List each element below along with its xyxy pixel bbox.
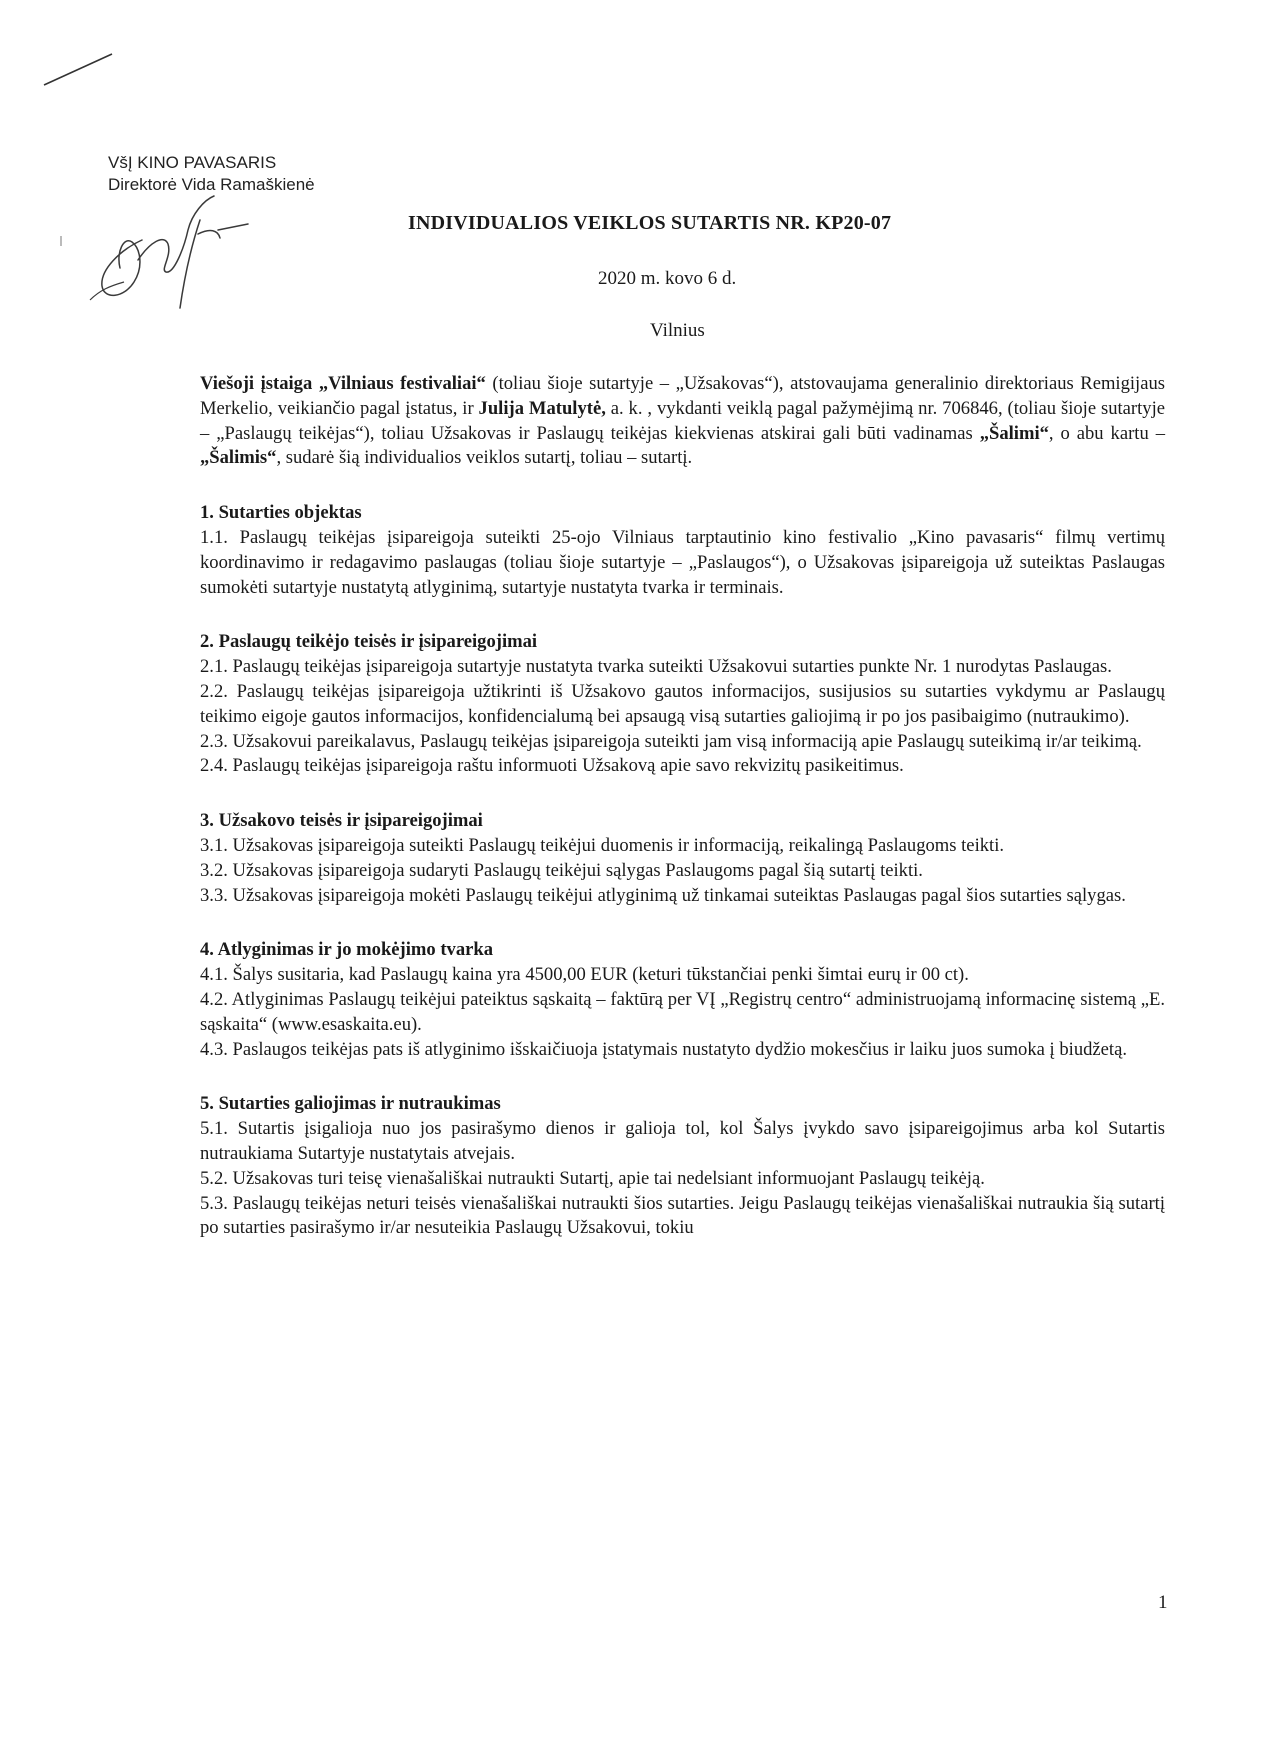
clause-2-3: 2.3. Užsakovui pareikalavus, Paslaugų teikėjas įsipareigoja suteikti jam visą informaciją apie Paslaugų suteikimą ir/ar teikimą. <box>200 730 1142 752</box>
intro-text-3: , o abu kartu – <box>1048 422 1166 444</box>
clause-5-1: 5.1. Sutartis įsigalioja nuo jos pasirašymo dienos ir galioja tol, kol Šalys įvykdo savo įsipareigojimus arba kol Sutartis nutraukiama Sutartyje nustatytais atvejais. <box>200 1118 1165 1164</box>
clause-3-2: 3.2. Užsakovas įsipareigoja sudaryti Paslaugų teikėjui sąlygas Paslaugoms pagal šią sutartį teikti. <box>200 859 923 881</box>
section-heading: 3. Užsakovo teisės ir įsipareigojimai <box>200 810 483 832</box>
section-4 <box>200 938 1165 1062</box>
section-2 <box>200 630 1165 779</box>
handwritten-signature <box>80 190 280 320</box>
clause-3-1: 3.1. Užsakovas įsipareigoja suteikti Paslaugų teikėjui duomenis ir informaciją, reikalingą Paslaugoms teikti. <box>200 834 1005 856</box>
section-5 <box>200 1092 1165 1241</box>
clause-2-4: 2.4. Paslaugų teikėjas įsipareigoja raštu informuoti Užsakovą apie savo rekvizitų pasikeitimus. <box>200 755 904 777</box>
term-salimis: „Šalimis“ <box>200 447 277 469</box>
clause-3-3: 3.3. Užsakovas įsipareigoja mokėti Paslaugų teikėjui atlyginimą už tinkamai suteiktas Paslaugas pagal šios sutarties sąlygas. <box>200 884 1126 906</box>
clause-4-1: 4.1. Šalys susitaria, kad Paslaugų kaina yra 4500,00 EUR (keturi tūkstančiai penki šimtai eurų ir 00 ct). <box>200 964 969 986</box>
pen-stroke-mark <box>40 50 120 90</box>
clause-2-1: 2.1. Paslaugų teikėjas įsipareigoja sutartyje nustatyta tvarka suteikti Užsakovui sutarties punkte Nr. 1 nurodytas Paslaugas. <box>200 656 1112 678</box>
clause-4-3: 4.3. Paslaugos teikėjas pats iš atlyginimo išskaičiuoja įstatymais nustatyto dydžio mokesčius ir laiku juos sumoka į biudžetą. <box>200 1038 1127 1060</box>
clause-1-1: 1.1. Paslaugų teikėjas įsipareigoja suteikti 25-ojo Vilniaus tarptautinio kino festivalio „Kino pavasaris“ filmų vertimų koordinavimo ir redagavimo paslaugas (toliau šioje sutartyje – „Paslaugos“), o Užsakovas įsipareigoja už suteiktas Paslaugas sumokėti sutartyje nustatytą atlyginimą, sutartyje nustatyta tvarka ir terminais. <box>200 526 1165 598</box>
clause-4-2: 4.2. Atlyginimas Paslaugų teikėjui pateiktus sąskaitą – faktūrą per VĮ „Registrų centro“ administruojamą informacinę sistemą „E. sąskaita“ (www.esaskaita.eu). <box>200 988 1165 1035</box>
document-title: INDIVIDUALIOS VEIKLOS SUTARTIS NR. KP20-07 <box>408 212 892 234</box>
section-heading: 1. Sutarties objektas <box>200 502 362 524</box>
clause-5-3: 5.3. Paslaugų teikėjas neturi teisės vienašališkai nutraukti šios sutarties. Jeigu Paslaugų teikėjas vienašališkai nutraukia šią sutartį po sutarties pasirašymo ir/ar nesuteikia Paslaugų Užsakovui, tokiu <box>200 1192 1165 1239</box>
clause-2-2: 2.2. Paslaugų teikėjas įsipareigoja užtikrinti iš Užsakovo gautos informacijos, susijusios su sutarties vykdymu ar Paslaugų teikimo eigoje gautos informacijos, konfidencialumą bei apsaugą visą sutarties galiojimą ir po jos pasibaigimo (nutraukimo). <box>200 680 1165 727</box>
section-heading: 2. Paslaugų teikėjo teisės ir įsipareigojimai <box>200 631 538 653</box>
term-salimi: „Šalimi“ <box>979 422 1049 444</box>
document-city: Vilnius <box>650 320 705 341</box>
section-heading: 5. Sutarties galiojimas ir nutraukimas <box>200 1093 501 1115</box>
stamp-director-name: Direktorė Vida Ramaškienė <box>108 175 315 194</box>
party-two-name: Julija Matulytė, <box>478 397 606 419</box>
clause-5-2: 5.2. Užsakovas turi teisę vienašališkai nutraukti Sutartį, apie tai nedelsiant informuojant Paslaugų teikėją. <box>200 1167 985 1189</box>
intro-text-2: a. k. , vykdanti veiklą pagal pažymėjimą nr. 706846, (toliau šioje sutartyje – „Paslaugų teikėjas“), toliau Užsakovas ir Paslaugų teikėjas kiekvienas atskirai gali būti vadinamas <box>200 397 1165 444</box>
document-date: 2020 m. kovo 6 d. <box>598 268 737 289</box>
intro-text-1: (toliau šioje sutartyje – „Užsakovas“), atstovaujama generalinio direktoriaus Remigijaus Merkelio, veikiančio pagal įstatus, ir <box>200 373 1165 419</box>
stamp-org-name: VšĮ KINO PAVASARIS <box>108 153 277 172</box>
section-3 <box>200 809 1165 908</box>
margin-mark <box>60 236 62 246</box>
section-1 <box>200 501 1165 600</box>
contract-body <box>200 372 1165 1271</box>
party-one-name: Viešoji įstaiga „Vilniaus festivaliai“ <box>200 373 486 394</box>
intro-paragraph <box>200 372 1165 471</box>
intro-text-4: , sudarė šią individualios veiklos sutartį, toliau – sutartį. <box>276 447 693 469</box>
section-heading: 4. Atlyginimas ir jo mokėjimo tvarka <box>200 939 494 961</box>
page-number: 1 <box>1158 1592 1168 1613</box>
